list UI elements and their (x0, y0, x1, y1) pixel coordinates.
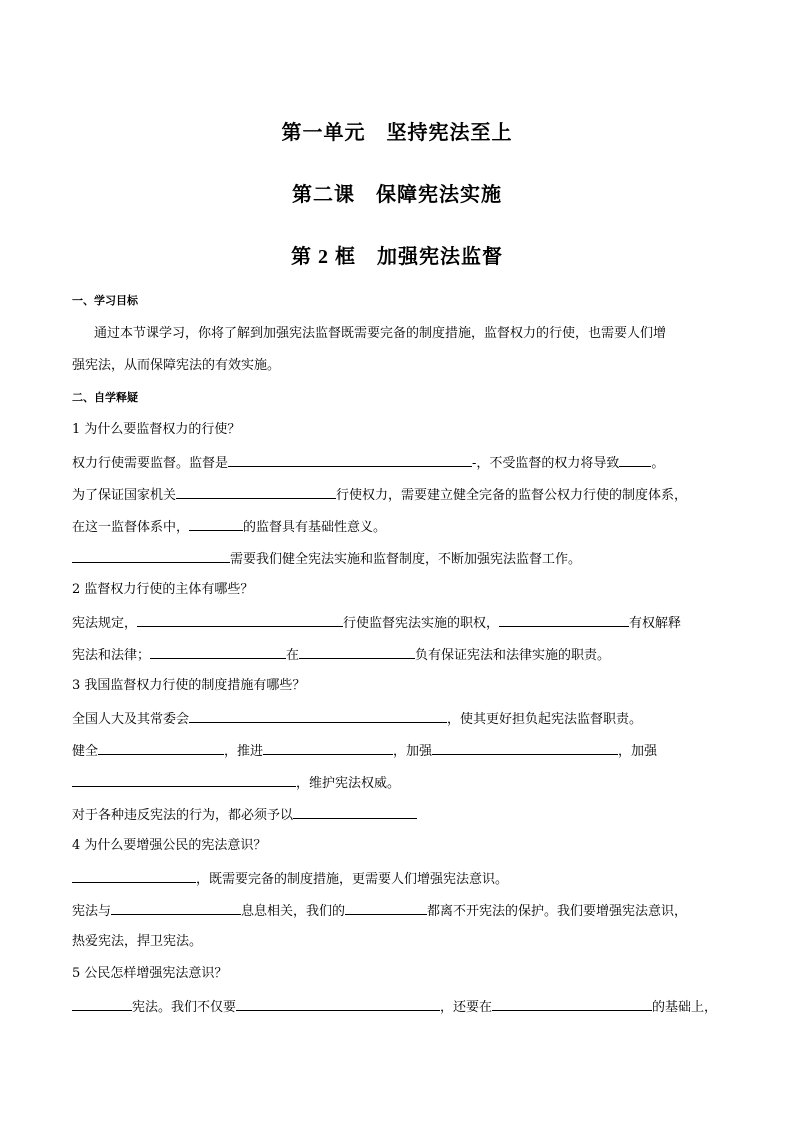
question-1: 1 为什么要监督权力的行使？ (72, 422, 241, 437)
goal-heading: 一、学习目标 (72, 294, 138, 307)
q3-line-1: 全国人大及其常委会 ，使其更好担负起宪法监督职责。 (72, 712, 643, 727)
q1-line-3: 在这一监督体系中， 的监督具有基础性意义。 (72, 520, 387, 535)
fill-blank[interactable] (72, 774, 296, 787)
fill-blank[interactable] (345, 902, 427, 915)
q3-line-3: ，维护宪法权威。 (72, 774, 400, 792)
fill-blank[interactable] (228, 454, 472, 467)
q1-line-4: 需要我们健全宪法实施和监督制度，不断加强宪法监督工作。 (72, 550, 581, 568)
question-3: 3 我国监督权力行使的制度措施有哪些？ (72, 678, 306, 693)
fill-blank[interactable] (72, 870, 196, 883)
question-2: 2 监督权力行使的主体有哪些？ (72, 582, 254, 597)
fill-blank[interactable] (299, 646, 415, 659)
fill-blank[interactable] (137, 614, 343, 627)
q4-line-2: 宪法与 息息相关，我们的 都离不开宪法的保护。我们要增强宪法意识， (72, 904, 688, 919)
goal-text-2: 强宪法，从而保障宪法的有效实施。 (72, 358, 281, 373)
fill-blank[interactable] (189, 710, 447, 723)
fill-blank[interactable] (111, 902, 241, 915)
fill-blank[interactable] (499, 614, 629, 627)
q2-line-2: 宪法和法律； 在 负有保证宪法和法律实施的职责。 (72, 648, 611, 663)
fill-blank[interactable] (98, 742, 224, 755)
fill-blank[interactable] (72, 998, 132, 1011)
fill-blank[interactable] (236, 998, 440, 1011)
q3-line-2: 健全 ，推进 ，加强 ，加强 (72, 744, 658, 759)
fill-blank[interactable] (189, 518, 243, 531)
lesson-title: 第二课 保障宪法实施 (292, 184, 502, 206)
fill-blank[interactable] (432, 742, 618, 755)
fill-blank[interactable] (263, 742, 393, 755)
fill-blank[interactable] (72, 550, 230, 563)
question-4: 4 为什么要增强公民的宪法意识？ (72, 838, 267, 853)
fill-blank[interactable] (293, 806, 417, 819)
q4-line-1: ，既需要完备的制度措施，更需要人们增强宪法意识。 (72, 870, 508, 888)
q4-line-3: 热爱宪法，捍卫宪法。 (72, 934, 203, 949)
fill-blank[interactable] (150, 646, 286, 659)
goal-text-1: 通过本节课学习，你将了解到加强宪法监督既需要完备的制度措施，监督权力的行使，也需要人们增 (94, 326, 667, 341)
q3-line-4: 对于各种违反宪法的行为，都必须予以 (72, 806, 417, 824)
fill-blank[interactable] (619, 454, 651, 467)
q1-line-1: 权力行使需要监督。监督是 -，不受监督的权力将导致 。 (72, 456, 665, 471)
fill-blank[interactable] (492, 998, 652, 1011)
q1-line-2: 为了保证国家机关 行使权力，需要建立健全完备的监督公权力行使的制度体系， (72, 488, 688, 503)
question-5: 5 公民怎样增强宪法意识？ (72, 966, 228, 981)
q5-line-1: 宪法。我们不仅要 ，还要在 的基础上， (72, 998, 717, 1016)
unit-title: 第一单元 坚持宪法至上 (281, 122, 513, 144)
fill-blank[interactable] (176, 486, 336, 499)
q2-line-1: 宪法规定， 行使监督宪法实施的职权， 有权解释 (72, 616, 682, 631)
section-title: 第 2 框 加强宪法监督 (291, 246, 503, 268)
self-study-heading: 二、自学释疑 (72, 391, 138, 404)
